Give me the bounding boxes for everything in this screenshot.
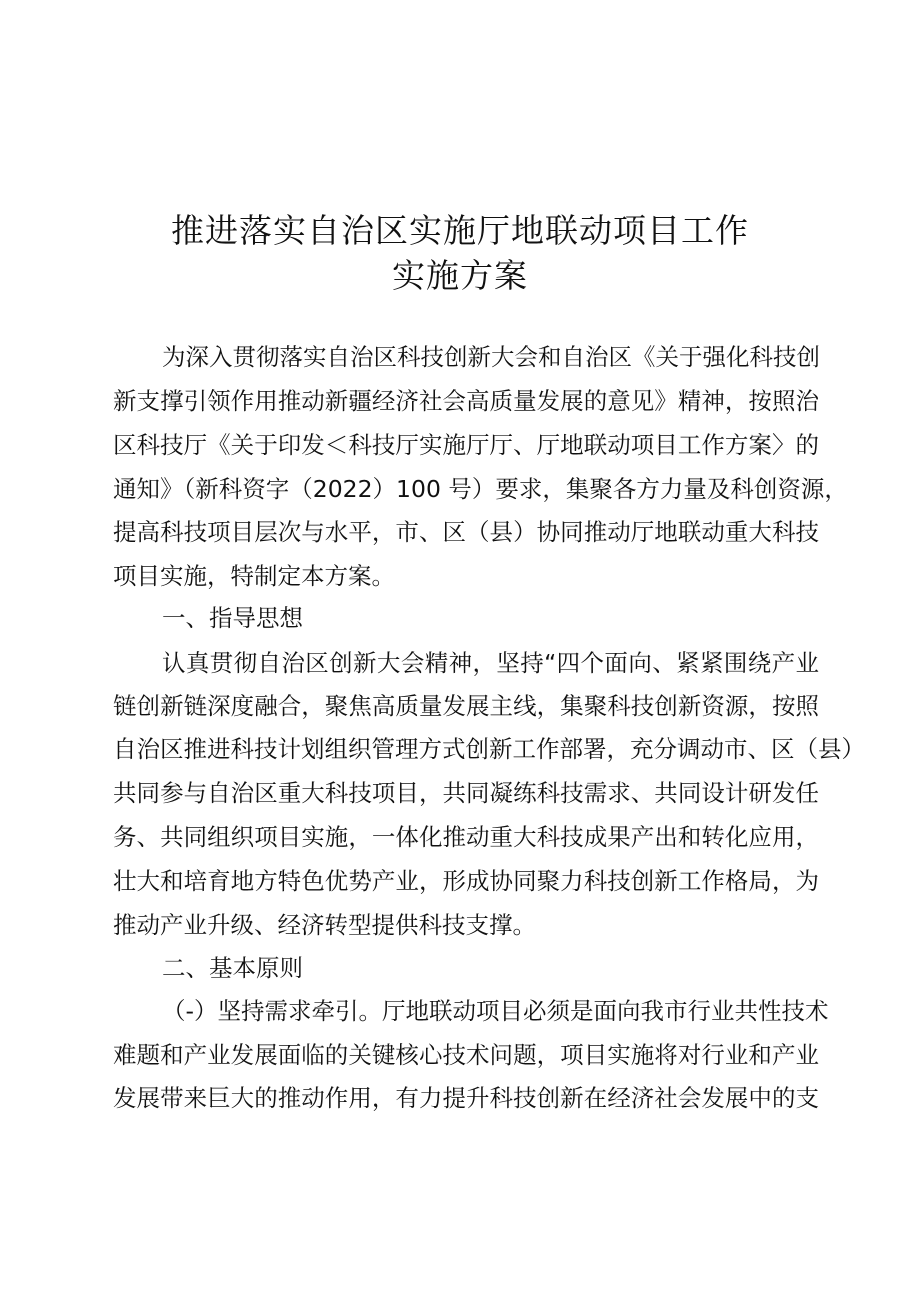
- paragraph-line: 务、共同组织项目实施，一体化推动重大科技成果产出和转化应用，: [113, 823, 819, 851]
- paragraph-line: 区科技厅《关于印发＜科技厅实施厅厅、厅地联动项目工作方案〉的: [113, 431, 819, 459]
- document-title-line-2: 实施方案: [392, 256, 528, 295]
- document-title-line-1: 推进落实自治区实施厅地联动项目工作: [171, 211, 749, 250]
- paragraph-line: 壮大和培育地方特色优势产业，形成协同聚力科技创新工作格局，为: [113, 867, 819, 895]
- paragraph-line: （-）坚持需求牵引。厅地联动项目必须是面向我市行业共性技术: [162, 997, 829, 1025]
- paragraph-line: 为深入贯彻落实自治区科技创新大会和自治区《关于强化科技创: [162, 343, 820, 371]
- paragraph-line: 链创新链深度融合，聚焦高质量发展主线，集聚科技创新资源，按照: [113, 692, 819, 720]
- paragraph-line: 推动产业升级、经济转型提供科技支撑。: [113, 911, 536, 939]
- paragraph-line: 自治区推进科技计划组织管理方式创新工作部署，充分调动市、区（县）: [113, 735, 865, 763]
- section-heading: 二、基本原则: [162, 954, 303, 982]
- paragraph-line: 提高科技项目层次与水平，市、区（县）协同推动厅地联动重大科技: [113, 518, 819, 546]
- section-heading: 一、指导思想: [162, 604, 303, 632]
- paragraph-line: 通知》（新科资字（2022）100 号）要求，集聚各方力量及科创资源，: [113, 475, 848, 503]
- paragraph-line: 难题和产业发展面临的关键核心技术问题，项目实施将对行业和产业: [113, 1041, 819, 1069]
- paragraph-line: 新支撑引领作用推动新疆经济社会高质量发展的意见》精神，按照治: [113, 387, 819, 415]
- paragraph-line: 项目实施，特制定本方案。: [113, 562, 395, 590]
- paragraph-line: 共同参与自治区重大科技项目，共同凝练科技需求、共同设计研发任: [113, 779, 819, 807]
- paragraph-line: 发展带来巨大的推动作用，有力提升科技创新在经济社会发展中的支: [113, 1084, 819, 1112]
- paragraph-line: 认真贯彻自治区创新大会精神，坚持“四个面向、紧紧围绕产业: [162, 649, 819, 677]
